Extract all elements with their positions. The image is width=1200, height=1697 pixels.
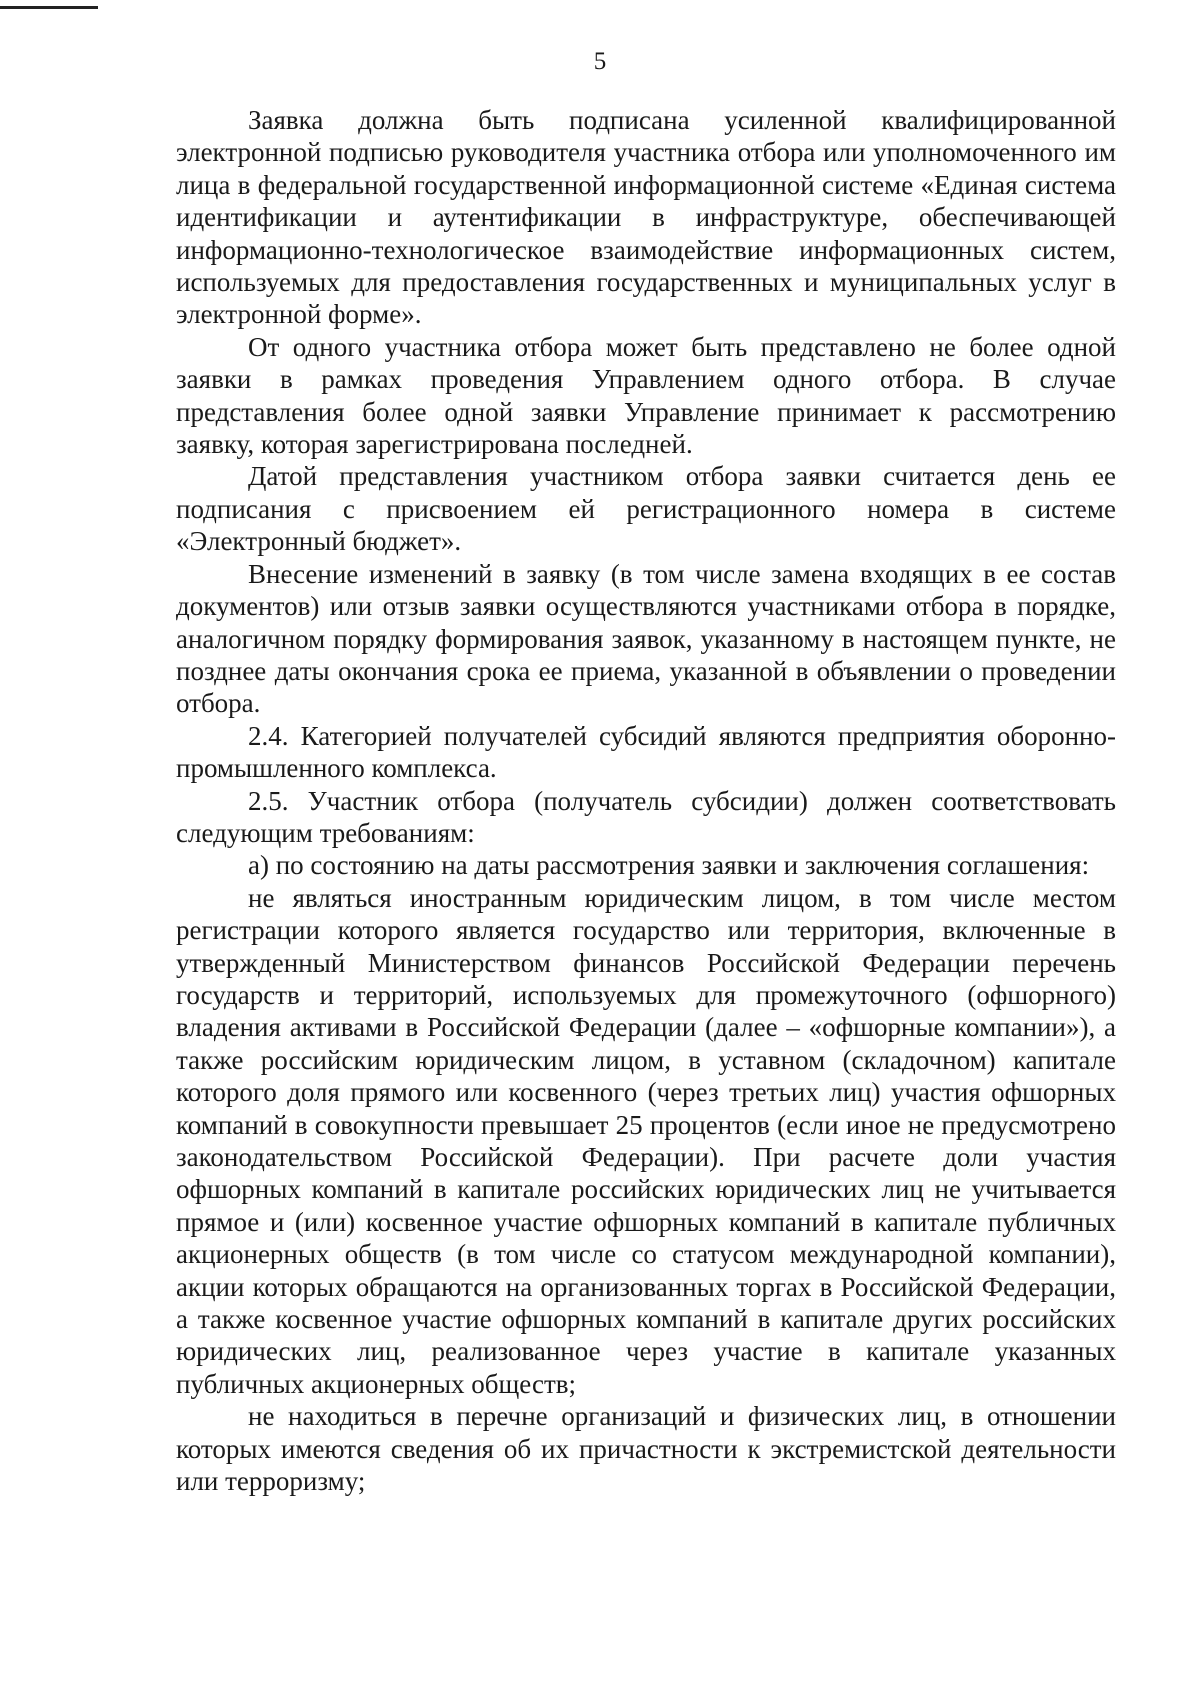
paragraph-extremism-list: не находиться в перечне организаций и физических лиц, в отношении которых имеются сведения об их причастности к экстремистской деятельности или терроризму; [176, 1401, 1116, 1497]
paragraph-single-application: От одного участника отбора может быть представлено не более одной заявки в рамках проведения Управлением одного отбора. В случае представления более одной заявки Управление принимает к рассмотрению заявку, которая зарегистрирована последней. [176, 331, 1116, 460]
paragraph-offshore-companies: не являться иностранным юридическим лицом, в том числе местом регистрации которого является государство или территория, включенные в утвержденный Министерством финансов Российской Федерации перечень государств и территорий, используемых для промежуточного (офшорного) владения активами в Российской Федерации (далее – «офшорные компании»), а также российским юридическим лицом, в уставном (складочном) капитале которого доля прямого или косвенного (через третьих лиц) участия офшорных компаний в совокупности превышает 25 процентов (если иное не предусмотрено законодательством Российской Федерации). При расчете доли участия офшорных компаний в капитале российских юридических лиц не учитывается прямое и (или) косвенное участие офшорных компаний в капитале публичных акционерных обществ (в том числе со статусом международной компании), акции которых обращаются на организованных торгах в Российской Федерации, а также косвенное участие офшорных компаний в капитале других российских юридических лиц, реализованное через участие в капитале указанных публичных акционерных обществ; [176, 882, 1116, 1399]
paragraph-2-5-requirements: 2.5. Участник отбора (получатель субсидии) должен соответствовать следующим требованиям: [176, 785, 1116, 848]
page-number: 5 [593, 48, 607, 75]
scan-corner-mark [0, 6, 98, 9]
paragraph-submission-date: Датой представления участником отбора заявки считается день ее подписания с присвоением ей регистрационного номера в системе «Электронный бюджет». [176, 461, 1116, 557]
paragraph-signature-requirement: Заявка должна быть подписана усиленной квалифицированной электронной подписью руководителя участника отбора или уполномоченного им лица в федеральной государственной информационной системе «Единая система идентификации и аутентификации в инфраструктуре, обеспечивающей информационно-технологическое взаимодействие информационных систем, используемых для предоставления государственных и муниципальных услуг в электронной форме». [176, 105, 1116, 330]
paragraph-changes-withdrawal: Внесение изменений в заявку (в том числе замена входящих в ее состав документов) или отзыв заявки осуществляются участниками отбора в порядке, аналогичном порядку формирования заявок, указанному в настоящем пункте, не позднее даты окончания срока ее приема, указанной в объявлении о проведении отбора. [176, 558, 1116, 719]
paragraph-requirement-a: а) по состоянию на даты рассмотрения заявки и заключения соглашения: [248, 850, 1090, 881]
paragraph-2-4-recipient-category: 2.4. Категорией получателей субсидий являются предприятия оборонно-промышленного комплекса. [176, 720, 1116, 784]
document-body [176, 104, 1116, 1497]
